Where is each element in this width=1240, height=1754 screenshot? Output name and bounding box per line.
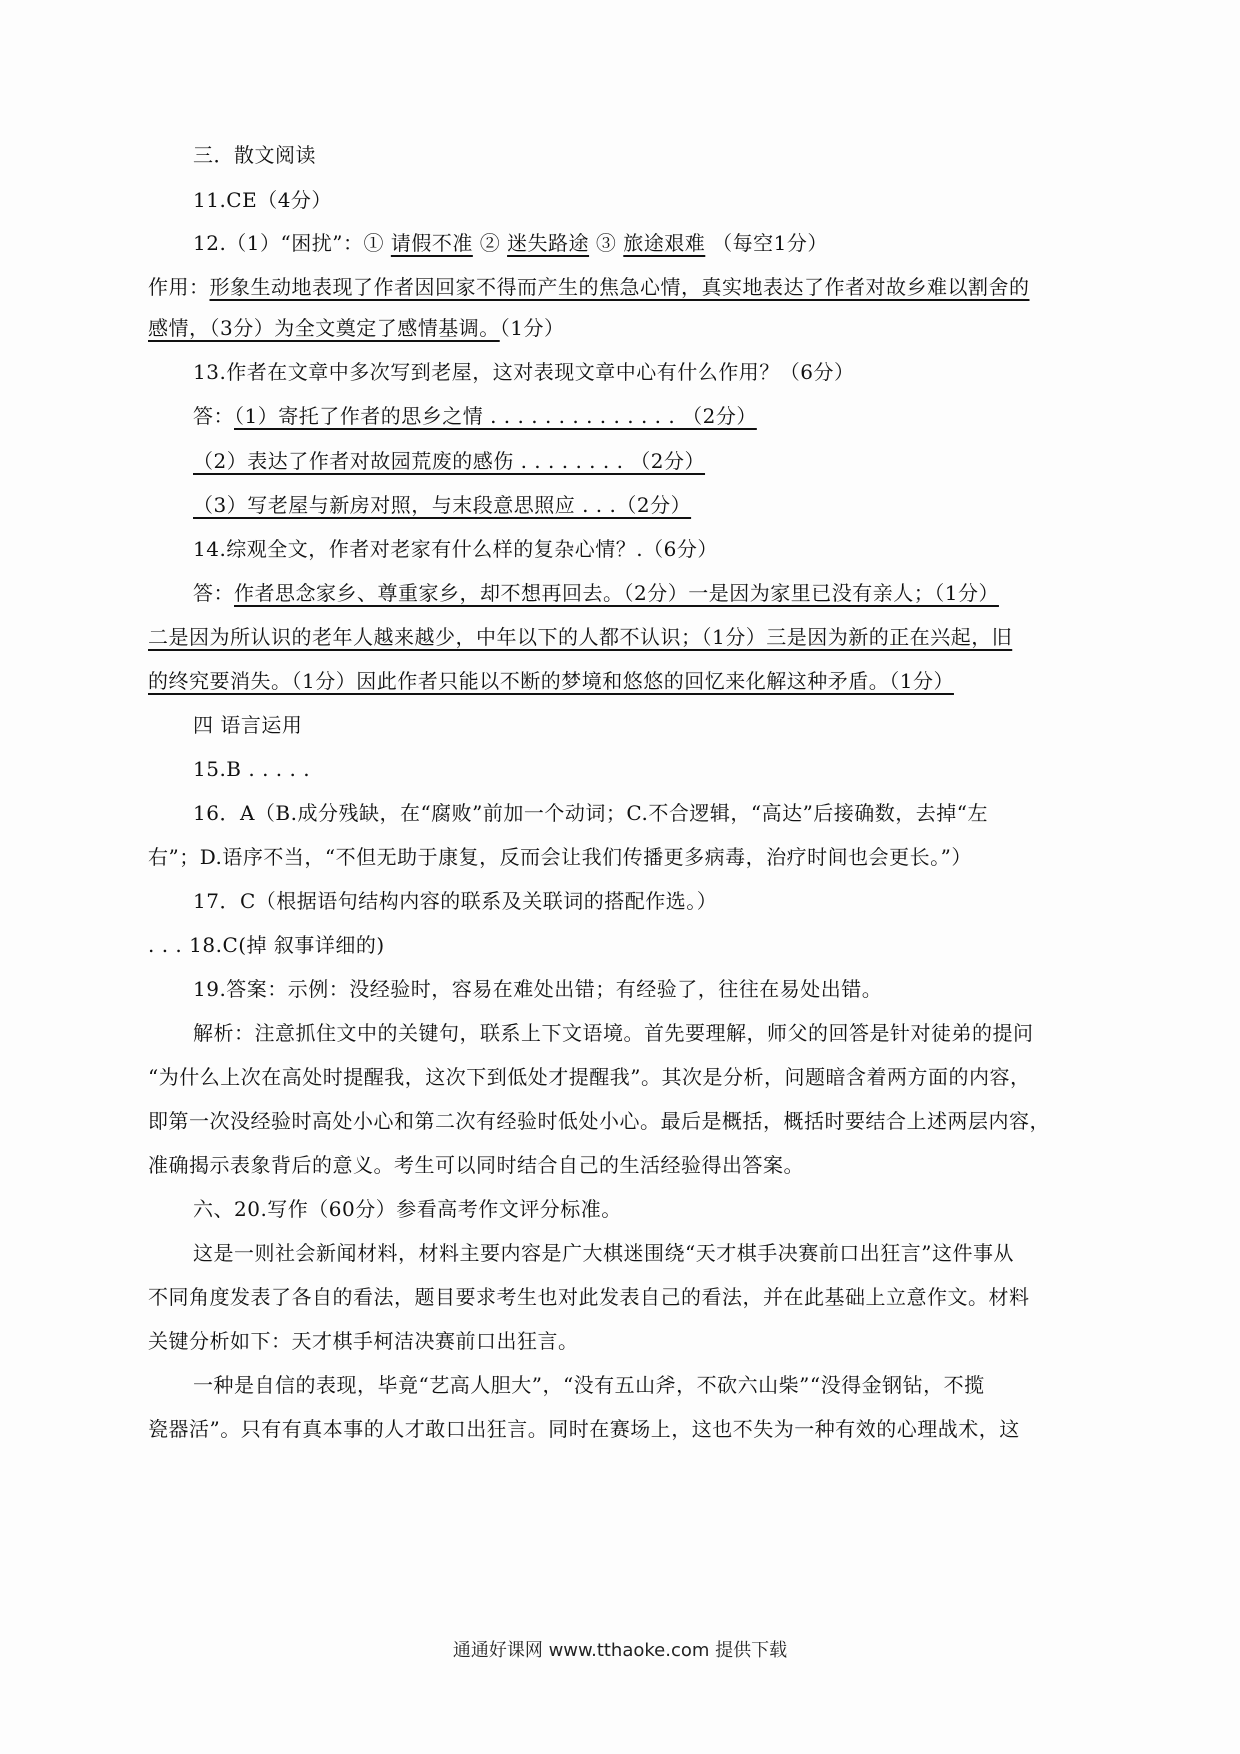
answer-12-effect-line-1 xyxy=(148,272,1030,302)
answer-14-label: 答： xyxy=(193,581,234,605)
answer-14-text-1: 作者思念家乡、尊重家乡，却不想再回去。（2分）一是因为家里已没有亲人；（1分） xyxy=(234,581,999,605)
answer-14-line-1 xyxy=(193,578,999,608)
answer-12-prefix: 12.（1）“困扰”：① xyxy=(193,231,384,255)
answer-13-line-2 xyxy=(193,446,705,476)
answer-12-blank-2: 迷失路途 xyxy=(507,231,590,255)
answer-14-line-2 xyxy=(148,622,1012,652)
answer-13-point-1: （1）寄托了作者的思乡之情 . . . . . . . . . . . . . . （2分） xyxy=(234,404,757,428)
answer-19-analysis-4: 准确揭示表象背后的意义。考生可以同时结合自己的生活经验得出答案。 xyxy=(148,1153,804,1177)
answer-12-effect-text-1: 形象生动地表现了作者因回家不得而产生的焦急心情，真实地表达了作者对故乡难以割舍的 xyxy=(209,275,1030,299)
answer-12-effect-text-2: 感情，（3分）为全文奠定了感情基调。 xyxy=(148,316,500,340)
answer-19-analysis-3: 即第一次没经验时高处小心和第二次有经验时低处小心。最后是概括，概括时要结合上述两层内容， xyxy=(148,1109,1050,1133)
answer-12-effect-tail: （1分） xyxy=(499,316,565,340)
answer-12-effect-line-2 xyxy=(148,313,564,343)
answer-19-analysis-2: “为什么上次在高处时提醒我，这次下到低处才提醒我”。其次是分析，问题暗含着两方面的内容， xyxy=(148,1065,1031,1089)
answer-19: 19.答案：示例：没经验时，容易在难处出错；有经验了，往往在易处出错。 xyxy=(193,977,883,1001)
page-footer: 通通好课网 www.tthaoke.com 提供下载 xyxy=(452,1640,788,1661)
answer-12-mark-2: ② xyxy=(479,231,501,255)
section-heading-language-use: 四 语言运用 xyxy=(193,713,303,737)
answer-19-analysis-1: 解析：注意抓住文中的关键句，联系上下文语境。首先要理解，师父的回答是针对徒弟的提问 xyxy=(193,1021,1034,1045)
answer-12-mark-3: ③ xyxy=(595,231,617,255)
answer-13-label: 答： xyxy=(193,404,234,428)
question-14: 14.综观全文，作者对老家有什么样的复杂心情？.（6分） xyxy=(193,537,718,561)
answer-18: . . . 18.C(掉 叙事详细的) xyxy=(148,933,385,957)
answer-13-point-3: （3）写老屋与新房对照，与末段意思照应 . . .（2分） xyxy=(193,493,692,517)
writing-para-2-line-1: 一种是自信的表现，毕竟“艺高人胆大”，“没有五山斧，不砍六山柴”“没得金钢钻，不揽 xyxy=(193,1373,985,1397)
answer-12-suffix: （每空1分） xyxy=(712,231,828,255)
writing-para-1-line-2: 不同角度发表了各自的看法，题目要求考生也对此发表自己的看法，并在此基础上立意作文。材料 xyxy=(148,1285,1030,1309)
answer-13-line-1 xyxy=(193,401,757,431)
answer-12 xyxy=(193,228,828,258)
answer-12-blank-3: 旅途艰难 xyxy=(623,231,706,255)
section-heading-prose-reading: 三．散文阅读 xyxy=(193,143,316,167)
answer-12-blank-1: 请假不准 xyxy=(390,231,473,255)
answer-13-line-3 xyxy=(193,490,691,520)
question-13: 13.作者在文章中多次写到老屋，这对表现文章中心有什么作用？（6分） xyxy=(193,360,855,384)
writing-para-2-line-2: 瓷器活”。只有有真本事的人才敢口出狂言。同时在赛场上，这也不失为一种有效的心理战术，这 xyxy=(148,1417,1020,1441)
answer-14-line-3 xyxy=(148,666,954,696)
writing-para-1-line-1: 这是一则社会新闻材料，材料主要内容是广大棋迷围绕“天才棋手决赛前口出狂言”这件事从 xyxy=(193,1241,1014,1265)
answer-14-text-3: 的终究要消失。（1分）因此作者只能以不断的梦境和悠悠的回忆来化解这种矛盾。（1分） xyxy=(148,669,954,693)
answer-12-effect-label: 作用： xyxy=(148,275,210,299)
writing-para-1-line-3: 关键分析如下：天才棋手柯洁决赛前口出狂言。 xyxy=(148,1329,579,1353)
question-20: 六、20.写作（60分）参看高考作文评分标准。 xyxy=(193,1197,622,1221)
answer-15: 15.B . . . . . xyxy=(193,757,311,781)
answer-16-line-2: 右”；D.语序不当，“不但无助于康复，反而会让我们传播更多病毒，治疗时间也会更长。”） xyxy=(148,845,972,869)
answer-16-line-1: 16．A（B.成分残缺，在“腐败”前加一个动词；C.不合逻辑，“高达”后接确数，去掉“左 xyxy=(193,801,989,825)
answer-11: 11.CE（4分） xyxy=(193,188,332,212)
answer-13-point-2: （2）表达了作者对故园荒废的感伤 . . . . . . . . （2分） xyxy=(193,449,706,473)
answer-14-text-2: 二是因为所认识的老年人越来越少，中年以下的人都不认识；（1分）三是因为新的正在兴起，旧 xyxy=(148,625,1013,649)
answer-17: 17．C（根据语句结构内容的联系及关联词的搭配作选。） xyxy=(193,889,718,913)
